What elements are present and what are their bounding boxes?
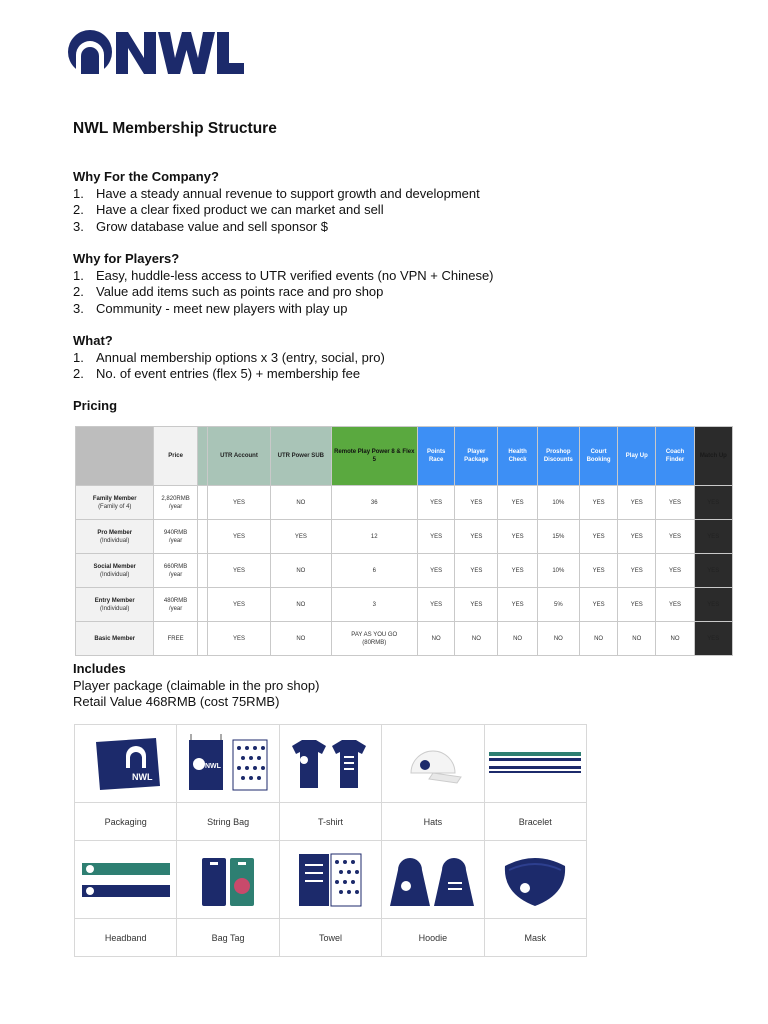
section-heading: What?: [73, 333, 113, 348]
header-play-up: Play Up: [618, 427, 656, 486]
item-label: Mask: [484, 919, 586, 957]
tshirt-image: [279, 725, 381, 803]
mask-icon: [495, 850, 575, 910]
cell-remote: 12: [331, 520, 418, 554]
page-title: NWL Membership Structure: [73, 120, 277, 137]
header-points-race: Points Race: [418, 427, 455, 486]
hoodie-icon: [390, 850, 476, 910]
list-item: 3. Grow database value and sell sponsor $: [73, 218, 328, 234]
header-player-package: Player Package: [455, 427, 498, 486]
cell-court: YES: [579, 486, 617, 520]
item-label: Hoodie: [382, 919, 484, 957]
cell-remote: PAY AS YOU GO (80RMB): [331, 622, 418, 656]
cell-playup: YES: [618, 554, 656, 588]
towel-image: [279, 841, 381, 919]
header-match-up: Match Up: [694, 427, 732, 486]
cell-match: YES: [694, 622, 732, 656]
list-item: 2. Have a clear fixed product we can market and sell: [73, 202, 384, 217]
cell-discount: 10%: [537, 554, 579, 588]
spacer-cell: [197, 486, 207, 520]
header-price: Price: [154, 427, 197, 486]
cell-discount: 10%: [537, 486, 579, 520]
cell-utr: YES: [207, 554, 270, 588]
section-why-players: [73, 251, 494, 317]
price-cell: 660RMB /year: [154, 554, 197, 588]
includes-heading: Includes: [73, 661, 126, 676]
cell-health: YES: [498, 554, 537, 588]
item-label: String Bag: [177, 803, 279, 841]
includes-line: Retail Value 468RMB (cost 75RMB): [73, 694, 280, 709]
nwl-logo-icon: [68, 28, 244, 76]
cell-coach: YES: [656, 554, 694, 588]
item-label: Packaging: [75, 803, 177, 841]
cell-power: NO: [271, 554, 331, 588]
cell-court: NO: [579, 622, 617, 656]
cell-utr: YES: [207, 520, 270, 554]
cell-coach: YES: [656, 520, 694, 554]
cell-discount: NO: [537, 622, 579, 656]
bracelet-icon: [487, 744, 583, 784]
item-label: Towel: [279, 919, 381, 957]
cell-points: YES: [418, 486, 455, 520]
cell-match: YES: [694, 486, 732, 520]
cell-court: YES: [579, 588, 617, 622]
cell-court: YES: [579, 520, 617, 554]
bracelet-image: [484, 725, 586, 803]
cell-playup: NO: [618, 622, 656, 656]
section-what: [73, 333, 385, 383]
price-cell: 480RMB /year: [154, 588, 197, 622]
item-label: Headband: [75, 919, 177, 957]
header-spacer: [197, 427, 207, 486]
string-bag-image: [177, 725, 279, 803]
spacer-cell: [197, 520, 207, 554]
item-label: T-shirt: [279, 803, 381, 841]
cell-utr: YES: [207, 588, 270, 622]
svg-text:NWL: NWL: [131, 771, 153, 782]
cell-remote: 36: [331, 486, 418, 520]
tshirt-icon: [290, 736, 370, 792]
cell-health: YES: [498, 588, 537, 622]
header-coach-finder: Coach Finder: [656, 427, 694, 486]
spacer-cell: [197, 554, 207, 588]
item-label: Bracelet: [484, 803, 586, 841]
cell-package: NO: [455, 622, 498, 656]
item-label: Hats: [382, 803, 484, 841]
cell-court: YES: [579, 554, 617, 588]
hoodie-image: [382, 841, 484, 919]
header-court-booking: Court Booking: [579, 427, 617, 486]
headband-image: [75, 841, 177, 919]
list-item: 2. Value add items such as points race and pro shop: [73, 284, 384, 299]
row-name: Family Member (Family of 4): [76, 486, 154, 520]
header-health-check: Health Check: [498, 427, 537, 486]
item-label: Bag Tag: [177, 919, 279, 957]
list-item: 3. Community - meet new players with play up: [73, 300, 348, 316]
section-why-company: [73, 169, 480, 235]
cell-package: YES: [455, 486, 498, 520]
cell-health: YES: [498, 520, 537, 554]
cell-power: NO: [271, 486, 331, 520]
table-row: [76, 554, 733, 588]
cell-health: NO: [498, 622, 537, 656]
table-row: [76, 520, 733, 554]
cell-discount: 5%: [537, 588, 579, 622]
cell-power: YES: [271, 520, 331, 554]
cell-package: YES: [455, 588, 498, 622]
list-item: 2. No. of event entries (flex 5) + membership fee: [73, 366, 361, 381]
spacer-cell: [197, 622, 207, 656]
mask-image: [484, 841, 586, 919]
bag-tag-icon: [198, 850, 258, 910]
list-item: 1. Easy, huddle-less access to UTR verified events (no VPN + Chinese): [73, 267, 494, 283]
row-name: Entry Member (Individual): [76, 588, 154, 622]
towel-icon: [295, 850, 365, 910]
packaging-icon: [86, 734, 166, 794]
cell-match: YES: [694, 520, 732, 554]
cell-coach: NO: [656, 622, 694, 656]
list-item: 1. Annual membership options x 3 (entry, social, pro): [73, 349, 385, 365]
cell-match: YES: [694, 588, 732, 622]
header-utr-account: UTR Account: [207, 427, 270, 486]
header-proshop-discounts: Proshop Discounts: [537, 427, 579, 486]
header-remote-play: Remote Play Power 8 & Flex 5: [331, 427, 418, 486]
svg-text:NWL: NWL: [205, 762, 222, 770]
cell-points: YES: [418, 588, 455, 622]
header-corner: [76, 427, 154, 486]
row-name: Pro Member (Individual): [76, 520, 154, 554]
packaging-image: [75, 725, 177, 803]
table-row: [76, 486, 733, 520]
string-bag-icon: [183, 734, 273, 794]
section-heading: Why For the Company?: [73, 169, 219, 184]
price-cell: 940RMB /year: [154, 520, 197, 554]
cell-utr: YES: [207, 622, 270, 656]
cell-playup: YES: [618, 588, 656, 622]
cell-power: NO: [271, 588, 331, 622]
cell-package: YES: [455, 520, 498, 554]
cell-points: NO: [418, 622, 455, 656]
cell-remote: 3: [331, 588, 418, 622]
cell-power: NO: [271, 622, 331, 656]
cell-utr: YES: [207, 486, 270, 520]
bag-tag-image: [177, 841, 279, 919]
spacer-cell: [197, 588, 207, 622]
cell-remote: 6: [331, 554, 418, 588]
cell-package: YES: [455, 554, 498, 588]
includes-line: Player package (claimable in the pro shop): [73, 677, 320, 693]
table-row: [76, 588, 733, 622]
pricing-heading: Pricing: [73, 398, 118, 413]
row-name: Social Member (Individual): [76, 554, 154, 588]
cell-match: YES: [694, 554, 732, 588]
price-cell: 2,820RMB /year: [154, 486, 197, 520]
cell-points: YES: [418, 520, 455, 554]
price-cell: FREE: [154, 622, 197, 656]
cell-health: YES: [498, 486, 537, 520]
merch-grid: [74, 724, 587, 957]
pricing-table: [75, 426, 733, 656]
row-name: Basic Member: [76, 622, 154, 656]
hat-icon: [403, 739, 463, 789]
cell-playup: YES: [618, 486, 656, 520]
nwl-logo: [68, 28, 244, 76]
hat-image: [382, 725, 484, 803]
table-row: [76, 622, 733, 656]
cell-discount: 15%: [537, 520, 579, 554]
includes-section: [73, 661, 319, 711]
list-item: 1. Have a steady annual revenue to support growth and development: [73, 185, 480, 201]
header-utr-power-sub: UTR Power SUB: [271, 427, 331, 486]
headband-icon: [78, 855, 174, 905]
cell-coach: YES: [656, 486, 694, 520]
section-heading: Why for Players?: [73, 251, 180, 266]
cell-points: YES: [418, 554, 455, 588]
cell-playup: YES: [618, 520, 656, 554]
cell-coach: YES: [656, 588, 694, 622]
